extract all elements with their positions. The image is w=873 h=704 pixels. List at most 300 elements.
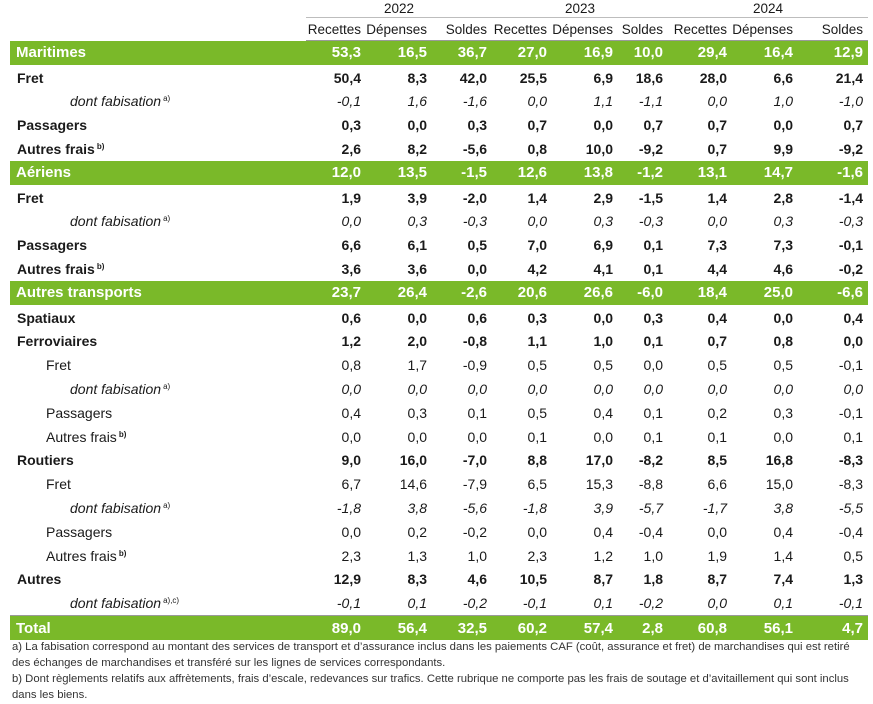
value-cell: 0,0 xyxy=(593,428,613,445)
table-row xyxy=(10,137,868,161)
footnote-marker: a) xyxy=(163,501,171,511)
row-label-text: Spatiaux xyxy=(17,309,76,326)
value-cell: 25,5 xyxy=(519,69,547,86)
value-cell: 14,6 xyxy=(399,476,427,493)
value-cell: 0,0 xyxy=(707,381,727,398)
row-label xyxy=(10,377,306,401)
value-cell: 0,3 xyxy=(593,213,613,230)
value-cell: 0,1 xyxy=(366,591,432,615)
value-cell: 1,1 xyxy=(593,93,613,110)
value-cell: -7,9 xyxy=(462,476,487,493)
value-cell: -8,3 xyxy=(838,452,863,469)
row-label-text: Fret xyxy=(17,189,44,206)
row-label xyxy=(10,305,306,329)
value-cell: 0,3 xyxy=(773,404,793,421)
column-header: Recettes xyxy=(492,18,552,41)
value-cell: 0,1 xyxy=(707,428,727,445)
value-cell: 0,0 xyxy=(593,309,613,326)
value-cell: 0,1 xyxy=(643,261,663,278)
row-label-text: Fret xyxy=(46,357,71,374)
table-row xyxy=(10,210,868,234)
value-cell: 0,0 xyxy=(843,333,863,350)
value-cell: -5,7 xyxy=(638,500,663,517)
row-label-text: Autres frais xyxy=(17,261,95,278)
value-cell: 0,0 xyxy=(341,381,361,398)
value-cell: 20,6 xyxy=(492,281,552,305)
value-cell: 0,0 xyxy=(341,213,361,230)
value-cell: 29,4 xyxy=(668,41,732,66)
column-header-row xyxy=(10,18,868,41)
row-label-text: dont fabisation xyxy=(70,381,162,398)
value-cell: 4,7 xyxy=(798,616,868,640)
value-cell: 0,3 xyxy=(643,309,663,326)
value-cell: 0,1 xyxy=(552,591,618,615)
value-cell: 15,3 xyxy=(585,476,613,493)
value-cell: -1,5 xyxy=(638,189,663,206)
value-cell: 8,2 xyxy=(407,141,427,158)
table-row xyxy=(10,377,868,401)
value-cell: -0,1 xyxy=(336,93,361,110)
value-cell: 0,5 xyxy=(467,237,487,254)
value-cell: 16,0 xyxy=(399,452,427,469)
table-row xyxy=(10,449,868,473)
transport-services-table xyxy=(10,0,868,640)
value-cell: -1,0 xyxy=(838,93,863,110)
row-label xyxy=(10,568,306,592)
value-cell: 0,1 xyxy=(643,428,663,445)
value-cell: 1,4 xyxy=(773,547,793,564)
value-cell: 2,8 xyxy=(773,189,793,206)
value-cell: 13,5 xyxy=(366,161,432,185)
value-cell: 0,0 xyxy=(593,117,613,134)
value-cell: -0,2 xyxy=(618,591,668,615)
row-label-text: Passagers xyxy=(17,237,88,254)
value-cell: -0,4 xyxy=(838,523,863,540)
row-label xyxy=(10,472,306,496)
value-cell: 8,8 xyxy=(527,452,547,469)
row-label xyxy=(10,520,306,544)
row-label xyxy=(10,281,306,305)
value-cell: 0,5 xyxy=(707,357,727,374)
value-cell: 0,0 xyxy=(773,117,793,134)
value-cell: 25,0 xyxy=(732,281,798,305)
row-label-text: Aériens xyxy=(16,164,72,182)
value-cell: 0,0 xyxy=(668,591,732,615)
value-cell: -8,8 xyxy=(638,476,663,493)
value-cell: 42,0 xyxy=(459,69,487,86)
row-label xyxy=(10,185,306,209)
row-label-text: Autres xyxy=(17,571,62,588)
value-cell: 0,1 xyxy=(643,404,663,421)
value-cell: 0,3 xyxy=(407,213,427,230)
row-label xyxy=(10,330,306,354)
value-cell: -1,8 xyxy=(522,500,547,517)
table-row xyxy=(10,568,868,592)
value-cell: 6,6 xyxy=(707,476,727,493)
footnote-marker: a) xyxy=(163,214,171,224)
value-cell: 16,8 xyxy=(765,452,793,469)
value-cell: 57,4 xyxy=(552,616,618,640)
value-cell: 3,6 xyxy=(407,261,427,278)
value-cell: 0,0 xyxy=(527,381,547,398)
value-cell: 1,3 xyxy=(407,547,427,564)
value-cell: -0,8 xyxy=(462,333,487,350)
row-label-text: Total xyxy=(16,619,51,637)
value-cell: 0,0 xyxy=(341,428,361,445)
table-row xyxy=(10,544,868,568)
value-cell: -0,1 xyxy=(838,357,863,374)
table-row xyxy=(10,305,868,329)
value-cell: 12,9 xyxy=(798,41,868,66)
value-cell: -9,2 xyxy=(638,141,663,158)
value-cell: 14,7 xyxy=(732,161,798,185)
value-cell: 0,6 xyxy=(341,309,361,326)
value-cell: 3,8 xyxy=(407,500,427,517)
value-cell: 0,7 xyxy=(707,117,727,134)
value-cell: -0,2 xyxy=(838,261,863,278)
value-cell: -1,2 xyxy=(618,161,668,185)
value-cell: 0,8 xyxy=(341,357,361,374)
row-label-text: Autres transports xyxy=(16,284,142,302)
footnote-b: b) Dont règlements relatifs aux affrètements, frais d’escale, redevances sur trafics. Cette rubrique ne comporte pas les frais de soutage et d’avitaillement qui sont inclus dans les biens. xyxy=(12,673,849,701)
value-cell: 7,3 xyxy=(707,237,727,254)
row-label-text: dont fabisation xyxy=(70,595,162,612)
value-cell: 36,7 xyxy=(432,41,492,66)
value-cell: 1,2 xyxy=(341,333,361,350)
value-cell: -6,0 xyxy=(618,281,668,305)
value-cell: 0,1 xyxy=(643,237,663,254)
value-cell: 10,0 xyxy=(618,41,668,66)
value-cell: 23,7 xyxy=(306,281,366,305)
value-cell: 0,1 xyxy=(732,591,798,615)
value-cell: -6,6 xyxy=(798,281,868,305)
row-label-text: dont fabisation xyxy=(70,500,162,517)
row-label xyxy=(10,616,306,640)
row-label-text: dont fabisation xyxy=(70,93,162,110)
column-header: Dépenses xyxy=(732,18,798,41)
row-label xyxy=(10,233,306,257)
table-row xyxy=(10,591,868,615)
value-cell: 8,7 xyxy=(707,571,727,588)
row-label xyxy=(10,591,306,615)
value-cell: 0,5 xyxy=(527,404,547,421)
footnote-marker: b) xyxy=(96,142,105,152)
value-cell: 6,7 xyxy=(341,476,361,493)
value-cell: 0,0 xyxy=(527,523,547,540)
row-label-text: dont fabisation xyxy=(70,213,162,230)
value-cell: 4,4 xyxy=(707,261,727,278)
row-label-text: Maritimes xyxy=(16,44,87,62)
value-cell: 16,5 xyxy=(366,41,432,66)
value-cell: 0,7 xyxy=(527,117,547,134)
year-header: 2022 xyxy=(306,0,492,18)
value-cell: 26,4 xyxy=(366,281,432,305)
value-cell: 12,9 xyxy=(333,571,361,588)
value-cell: 7,3 xyxy=(773,237,793,254)
value-cell: 13,8 xyxy=(552,161,618,185)
value-cell: 0,0 xyxy=(407,309,427,326)
value-cell: 1,0 xyxy=(593,333,613,350)
value-cell: -0,2 xyxy=(432,591,492,615)
value-cell: 0,8 xyxy=(527,141,547,158)
value-cell: 18,4 xyxy=(668,281,732,305)
value-cell: -8,3 xyxy=(838,476,863,493)
row-label-text: Fret xyxy=(17,69,44,86)
column-header: Recettes xyxy=(668,18,732,41)
row-label xyxy=(10,41,306,66)
value-cell: 56,1 xyxy=(732,616,798,640)
value-cell: -0,1 xyxy=(838,237,863,254)
row-label xyxy=(10,113,306,137)
value-cell: 3,9 xyxy=(593,500,613,517)
value-cell: 0,3 xyxy=(527,309,547,326)
value-cell: 0,5 xyxy=(773,357,793,374)
value-cell: 1,9 xyxy=(341,189,361,206)
row-label xyxy=(10,496,306,520)
row-label xyxy=(10,544,306,568)
row-label-text: Autres frais xyxy=(46,428,117,445)
value-cell: 0,0 xyxy=(341,523,361,540)
value-cell: 0,4 xyxy=(707,309,727,326)
total-row xyxy=(10,616,868,640)
value-cell: 4,6 xyxy=(773,261,793,278)
row-label xyxy=(10,425,306,449)
row-label-text: Autres frais xyxy=(17,141,95,158)
table-row xyxy=(10,425,868,449)
value-cell: 0,0 xyxy=(707,213,727,230)
value-cell: 6,6 xyxy=(341,237,361,254)
value-cell: -1,6 xyxy=(798,161,868,185)
value-cell: 0,0 xyxy=(467,381,487,398)
value-cell: -0,1 xyxy=(798,591,868,615)
value-cell: 0,4 xyxy=(843,309,863,326)
value-cell: 2,9 xyxy=(593,189,613,206)
value-cell: -7,0 xyxy=(462,452,487,469)
value-cell: -9,2 xyxy=(838,141,863,158)
row-label-text: Fret xyxy=(46,476,71,493)
value-cell: 0,0 xyxy=(467,261,487,278)
value-cell: 27,0 xyxy=(492,41,552,66)
value-cell: 0,0 xyxy=(773,428,793,445)
value-cell: 15,0 xyxy=(765,476,793,493)
table-row xyxy=(10,472,868,496)
row-label-text: Passagers xyxy=(17,117,88,134)
table-row xyxy=(10,90,868,114)
value-cell: 26,6 xyxy=(552,281,618,305)
table-row xyxy=(10,496,868,520)
value-cell: 6,5 xyxy=(527,476,547,493)
section-row xyxy=(10,281,868,305)
value-cell: 1,4 xyxy=(707,189,727,206)
value-cell: 1,3 xyxy=(843,571,863,588)
column-header: Recettes xyxy=(306,18,366,41)
value-cell: -5,6 xyxy=(462,500,487,517)
table-row xyxy=(10,185,868,209)
value-cell: -1,1 xyxy=(638,93,663,110)
value-cell: 60,2 xyxy=(492,616,552,640)
value-cell: 0,8 xyxy=(773,333,793,350)
row-label-text: Routiers xyxy=(17,452,74,469)
footnote-marker: a) xyxy=(163,94,171,104)
value-cell: 0,1 xyxy=(527,428,547,445)
footnote-marker: a),c) xyxy=(163,596,180,606)
value-cell: 53,3 xyxy=(306,41,366,66)
value-cell: 2,8 xyxy=(618,616,668,640)
value-cell: 0,0 xyxy=(407,428,427,445)
row-label-text: Ferroviaires xyxy=(17,333,98,350)
value-cell: 2,6 xyxy=(341,141,361,158)
value-cell: 0,0 xyxy=(773,381,793,398)
value-cell: 1,1 xyxy=(527,333,547,350)
value-cell: 0,0 xyxy=(527,213,547,230)
value-cell: -0,1 xyxy=(492,591,552,615)
row-label-text: Passagers xyxy=(46,404,113,421)
value-cell: 0,0 xyxy=(593,381,613,398)
value-cell: 0,3 xyxy=(341,117,361,134)
value-cell: 0,7 xyxy=(843,117,863,134)
value-cell: -0,3 xyxy=(462,213,487,230)
value-cell: 0,0 xyxy=(843,381,863,398)
value-cell: 3,6 xyxy=(341,261,361,278)
row-label xyxy=(10,210,306,234)
row-label-text: Autres frais xyxy=(46,547,117,564)
value-cell: -1,8 xyxy=(336,500,361,517)
value-cell: 0,4 xyxy=(593,523,613,540)
value-cell: 0,0 xyxy=(467,428,487,445)
value-cell: 0,3 xyxy=(773,213,793,230)
value-cell: 0,1 xyxy=(643,333,663,350)
value-cell: 0,0 xyxy=(707,523,727,540)
value-cell: -1,7 xyxy=(702,500,727,517)
value-cell: 6,9 xyxy=(593,69,613,86)
column-header: Soldes xyxy=(798,18,868,41)
year-header: 2024 xyxy=(668,0,868,18)
value-cell: 0,0 xyxy=(643,381,663,398)
value-cell: 10,5 xyxy=(519,571,547,588)
value-cell: 7,4 xyxy=(773,571,793,588)
value-cell: -0,1 xyxy=(306,591,366,615)
table-row xyxy=(10,233,868,257)
value-cell: 4,2 xyxy=(527,261,547,278)
row-label-text: Passagers xyxy=(46,523,113,540)
footnote-a: a) La fabisation correspond au montant des services de transport et d’assurance inclus dans les paiements CAF (coût, assurance et fret) de marchandises qui est retiré des échanges de marchandises et transféré sur les lignes de services correspondants. xyxy=(12,641,850,669)
value-cell: 32,5 xyxy=(432,616,492,640)
value-cell: 0,2 xyxy=(707,404,727,421)
value-cell: -0,1 xyxy=(838,404,863,421)
value-cell: -0,4 xyxy=(638,523,663,540)
footnote-marker: b) xyxy=(118,429,127,439)
column-header: Dépenses xyxy=(366,18,432,41)
value-cell: 89,0 xyxy=(306,616,366,640)
value-cell: 1,4 xyxy=(527,189,547,206)
row-label xyxy=(10,401,306,425)
value-cell: 12,6 xyxy=(492,161,552,185)
value-cell: 10,0 xyxy=(585,141,613,158)
value-cell: 0,0 xyxy=(643,357,663,374)
table-row xyxy=(10,257,868,281)
footnote-marker: a) xyxy=(163,382,171,392)
row-label xyxy=(10,449,306,473)
value-cell: 6,9 xyxy=(593,237,613,254)
value-cell: 1,7 xyxy=(407,357,427,374)
table-row xyxy=(10,65,868,89)
value-cell: 18,6 xyxy=(635,69,663,86)
value-cell: -5,6 xyxy=(462,141,487,158)
value-cell: 1,0 xyxy=(467,547,487,564)
row-label xyxy=(10,257,306,281)
value-cell: 0,5 xyxy=(843,547,863,564)
column-header: Soldes xyxy=(432,18,492,41)
row-label xyxy=(10,353,306,377)
row-label xyxy=(10,65,306,89)
value-cell: 4,6 xyxy=(467,571,487,588)
value-cell: 16,4 xyxy=(732,41,798,66)
value-cell: 0,0 xyxy=(407,381,427,398)
value-cell: 0,7 xyxy=(707,141,727,158)
value-cell: 8,3 xyxy=(407,69,427,86)
value-cell: 1,0 xyxy=(773,93,793,110)
value-cell: -1,4 xyxy=(838,189,863,206)
table-row xyxy=(10,330,868,354)
value-cell: 1,0 xyxy=(643,547,663,564)
table-row xyxy=(10,113,868,137)
value-cell: -2,0 xyxy=(462,189,487,206)
value-cell: 0,5 xyxy=(593,357,613,374)
value-cell: 0,1 xyxy=(467,404,487,421)
footnote-marker: b) xyxy=(118,548,127,558)
column-header: Soldes xyxy=(618,18,668,41)
value-cell: 0,4 xyxy=(773,523,793,540)
table-row xyxy=(10,520,868,544)
value-cell: -8,2 xyxy=(638,452,663,469)
value-cell: 3,9 xyxy=(407,189,427,206)
value-cell: 0,4 xyxy=(593,404,613,421)
value-cell: -0,3 xyxy=(838,213,863,230)
value-cell: 3,8 xyxy=(773,500,793,517)
year-header-row xyxy=(10,0,868,18)
value-cell: 6,6 xyxy=(773,69,793,86)
value-cell: 1,9 xyxy=(707,547,727,564)
value-cell: 0,0 xyxy=(707,93,727,110)
value-cell: -2,6 xyxy=(432,281,492,305)
value-cell: 9,9 xyxy=(773,141,793,158)
value-cell: 0,6 xyxy=(467,309,487,326)
value-cell: -0,9 xyxy=(462,357,487,374)
value-cell: 17,0 xyxy=(585,452,613,469)
footnote-marker: b) xyxy=(96,262,105,272)
value-cell: 60,8 xyxy=(668,616,732,640)
value-cell: 28,0 xyxy=(699,69,727,86)
value-cell: 12,0 xyxy=(306,161,366,185)
value-cell: 0,5 xyxy=(527,357,547,374)
value-cell: 0,4 xyxy=(341,404,361,421)
value-cell: 7,0 xyxy=(527,237,547,254)
value-cell: 8,5 xyxy=(707,452,727,469)
column-header: Dépenses xyxy=(552,18,618,41)
value-cell: -0,3 xyxy=(638,213,663,230)
value-cell: 0,7 xyxy=(707,333,727,350)
value-cell: -0,2 xyxy=(462,523,487,540)
value-cell: 0,0 xyxy=(527,93,547,110)
value-cell: 0,7 xyxy=(643,117,663,134)
value-cell: 6,1 xyxy=(407,237,427,254)
value-cell: 1,6 xyxy=(407,93,427,110)
value-cell: 8,3 xyxy=(407,571,427,588)
value-cell: 13,1 xyxy=(668,161,732,185)
row-label xyxy=(10,161,306,185)
value-cell: -5,5 xyxy=(838,500,863,517)
value-cell: 1,2 xyxy=(593,547,613,564)
